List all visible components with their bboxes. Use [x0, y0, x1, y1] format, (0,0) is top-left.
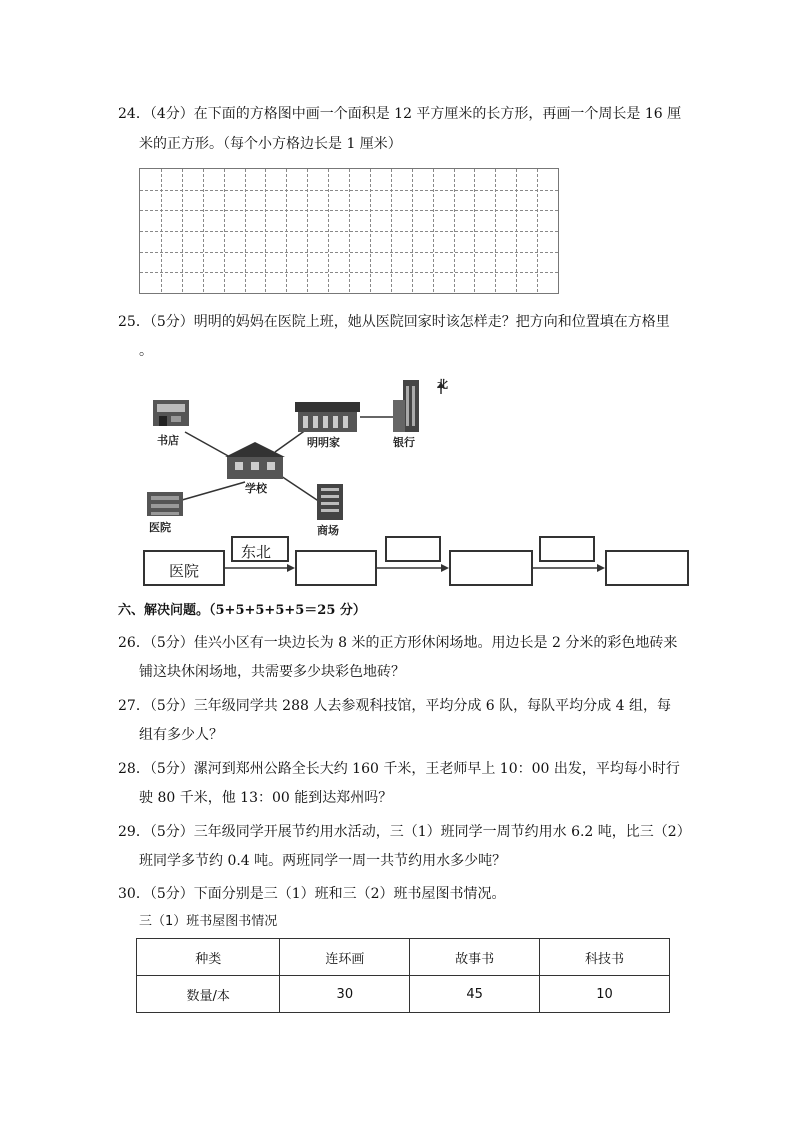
direction-box-1-label: 东北	[241, 543, 272, 561]
q24-line1: 24．（4分）在下面的方格图中画一个面积是 12 平方厘米的长方形，再画一个周长是 16 厘	[118, 106, 682, 122]
table-cell: 45	[410, 976, 540, 1013]
bookstore-icon	[153, 400, 189, 426]
place-box-2[interactable]	[449, 550, 533, 586]
route-map	[135, 372, 695, 592]
table-cell: 30	[280, 976, 410, 1013]
bank-label: 银行	[393, 436, 415, 449]
table-cell: 数量/本	[137, 976, 280, 1013]
mall-icon	[317, 484, 343, 520]
q29-line1: 29．（5分）三年级同学开展节约用水活动，三（1）班同学一周节约用水 6.2 吨，比三（2）	[118, 824, 691, 840]
grid-lines	[140, 169, 558, 293]
q24-line2: 米的正方形。（每个小方格边长是 1 厘米）	[139, 136, 402, 152]
hospital-start-box	[143, 550, 225, 586]
table-row	[137, 976, 670, 1013]
hospital-icon	[147, 492, 183, 516]
q29-line2: 班同学多节约 0.4 吨。两班同学一周一共节约用水多少吨？	[139, 853, 507, 869]
q30-table-title: 三（1）班书屋图书情况	[139, 914, 278, 929]
home-icon	[295, 402, 360, 432]
book-table	[136, 938, 670, 1013]
q27-line1: 27．（5分）三年级同学共 288 人去参观科技馆，平均分成 6 队，每队平均分成 4 组，每	[118, 698, 671, 714]
q26-line1: 26．（5分）佳兴小区有一块边长为 8 米的正方形休闲场地。用边长是 2 分米的彩色地砖来	[118, 635, 678, 651]
road-bookstore-school	[185, 432, 230, 457]
direction-box-3[interactable]	[539, 536, 595, 562]
table-header-row	[137, 939, 670, 976]
mall-label: 商场	[317, 524, 339, 537]
q28-line2: 驶 80 千米，他 13：00 能到达郑州吗？	[139, 790, 393, 806]
table-header-cell: 故事书	[410, 939, 540, 976]
direction-box-1[interactable]	[231, 536, 289, 562]
table-header-cell: 科技书	[540, 939, 670, 976]
q28-line1: 28．（5分）漯河到郑州公路全长大约 160 千米，王老师早上 10：00 出发，平均每小时行	[118, 761, 680, 777]
bank-icon	[393, 380, 419, 432]
q25-line2: 。	[139, 343, 153, 359]
q30-line1: 30．（5分）下面分别是三（1）班和三（2）班书屋图书情况。	[118, 886, 506, 902]
direction-box-2[interactable]	[385, 536, 441, 562]
table-cell: 10	[540, 976, 670, 1013]
hospital-start-label: 医院	[169, 562, 200, 580]
section-6-heading: 六、解决问题。（5+5+5+5+5＝25 分）	[118, 603, 366, 618]
bookstore-label: 书店	[157, 434, 179, 447]
table-header-cell: 种类	[137, 939, 280, 976]
table-header-cell: 连环画	[280, 939, 410, 976]
place-box-1[interactable]	[295, 550, 377, 586]
square-grid[interactable]	[139, 168, 559, 294]
north-label: 北	[437, 378, 448, 391]
q25-line1: 25．（5分）明明的妈妈在医院上班，她从医院回家时该怎样走？把方向和位置填在方格里	[118, 314, 670, 330]
place-box-3[interactable]	[605, 550, 689, 586]
home-label: 明明家	[307, 436, 340, 449]
q26-line2: 铺这块休闲场地，共需要多少块彩色地砖？	[139, 664, 405, 680]
school-icon	[225, 442, 285, 479]
road-school-hospital	[175, 482, 245, 502]
school-label: 学校	[245, 482, 267, 495]
q27-line2: 组有多少人？	[139, 727, 223, 743]
hospital-map-label: 医院	[149, 521, 171, 534]
